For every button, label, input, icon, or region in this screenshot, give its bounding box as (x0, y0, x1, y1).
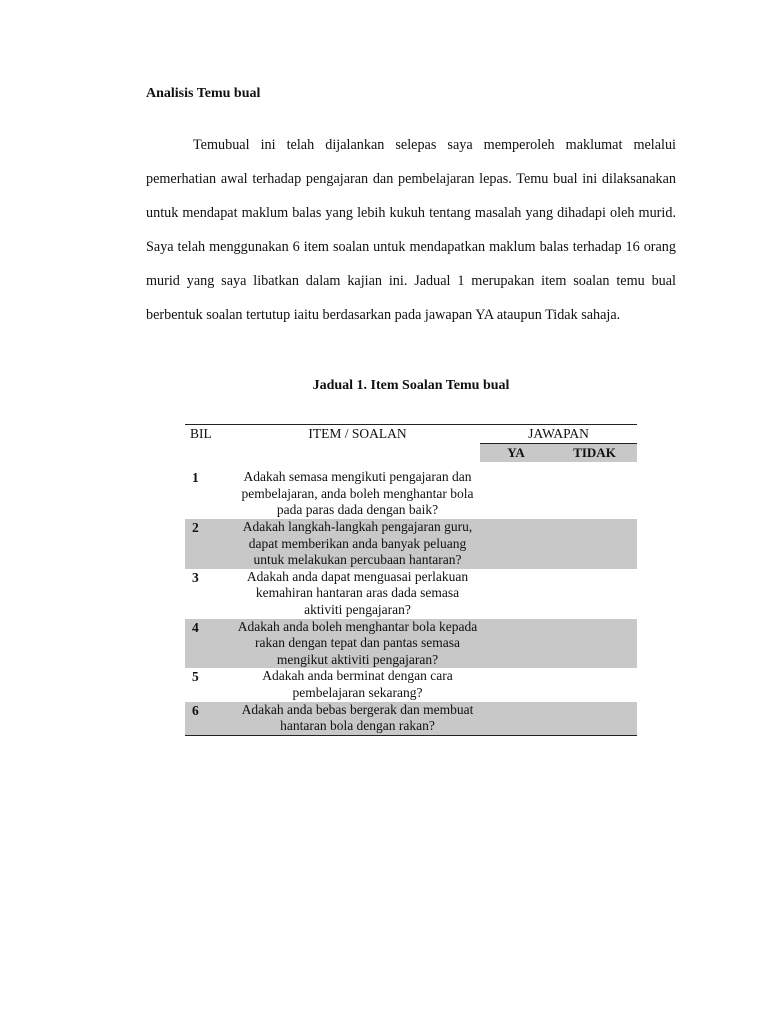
row-question: Adakah anda dapat menguasai perlakuan kemahiran hantaran aras dada semasa aktiviti pengajaran? (246, 568, 469, 617)
row-number: 2 (185, 519, 235, 569)
answer-tidak-cell (552, 519, 637, 569)
row-question: Adakah anda boleh menghantar bola kepada rakan dengan tepat dan pantas semasa mengikut aktiviti pengajaran? (235, 619, 480, 669)
row-number: 5 (192, 669, 199, 685)
answer-ya-cell (480, 462, 552, 519)
header-item: ITEM / SOALAN (235, 425, 480, 463)
answer-tidak-cell (552, 702, 637, 736)
header-ya: YA (480, 443, 552, 462)
row-question: Adakah semasa mengikuti pengajaran dan pembelajaran, anda boleh menghantar bola pada paras dada dengan baik? (241, 469, 474, 518)
row-number: 1 (192, 470, 199, 486)
answer-ya-cell (480, 619, 552, 669)
answer-tidak-cell (552, 462, 637, 519)
answer-ya-cell (480, 702, 552, 736)
table-row (185, 519, 637, 569)
table-header-row (185, 425, 637, 444)
row-question: Adakah langkah-langkah pengajaran guru, dapat memberikan anda banyak peluang untuk melakukan percubaan hantaran? (235, 519, 480, 569)
answer-tidak-cell (552, 668, 637, 701)
table-row (185, 702, 637, 736)
question-table (185, 424, 637, 736)
table-row (185, 668, 637, 701)
body-paragraph: Temubual ini telah dijalankan selepas saya memperoleh maklumat melalui pemerhatian awal terhadap pengajaran dan pembelajaran lepas. Temu bual ini dilaksanakan untuk mendapat maklum balas yang lebih kukuh tentang masalah yang dihadapi oleh murid. Saya telah menggunakan 6 item soalan untuk mendapatkan maklum balas terhadap 16 orang murid yang saya libatkan dalam kajian ini. Jadual 1 merupakan item soalan temu bual berbentuk soalan tertutup iaitu berdasarkan pada jawapan YA ataupun Tidak sahaja. (146, 137, 676, 323)
answer-ya-cell (480, 569, 552, 619)
row-question: Adakah anda bebas bergerak dan membuat hantaran bola dengan rakan? (235, 702, 480, 736)
header-jawapan: JAWAPAN (480, 425, 637, 444)
row-number: 4 (185, 619, 235, 669)
row-question: Adakah anda berminat dengan cara pembelajaran sekarang? (262, 668, 453, 700)
answer-tidak-cell (552, 619, 637, 669)
table-row (185, 619, 637, 669)
answer-ya-cell (480, 668, 552, 701)
table-row (185, 569, 637, 619)
section-heading: Analisis Temu bual (146, 86, 261, 101)
header-tidak: TIDAK (552, 443, 637, 462)
table-caption: Jadual 1. Item Soalan Temu bual (312, 378, 510, 393)
answer-tidak-cell (552, 569, 637, 619)
row-number: 3 (192, 569, 199, 585)
row-number: 6 (185, 702, 235, 736)
answer-ya-cell (480, 519, 552, 569)
header-bil: BIL (185, 425, 235, 463)
question-table-wrapper (185, 424, 637, 736)
table-row (185, 462, 637, 519)
